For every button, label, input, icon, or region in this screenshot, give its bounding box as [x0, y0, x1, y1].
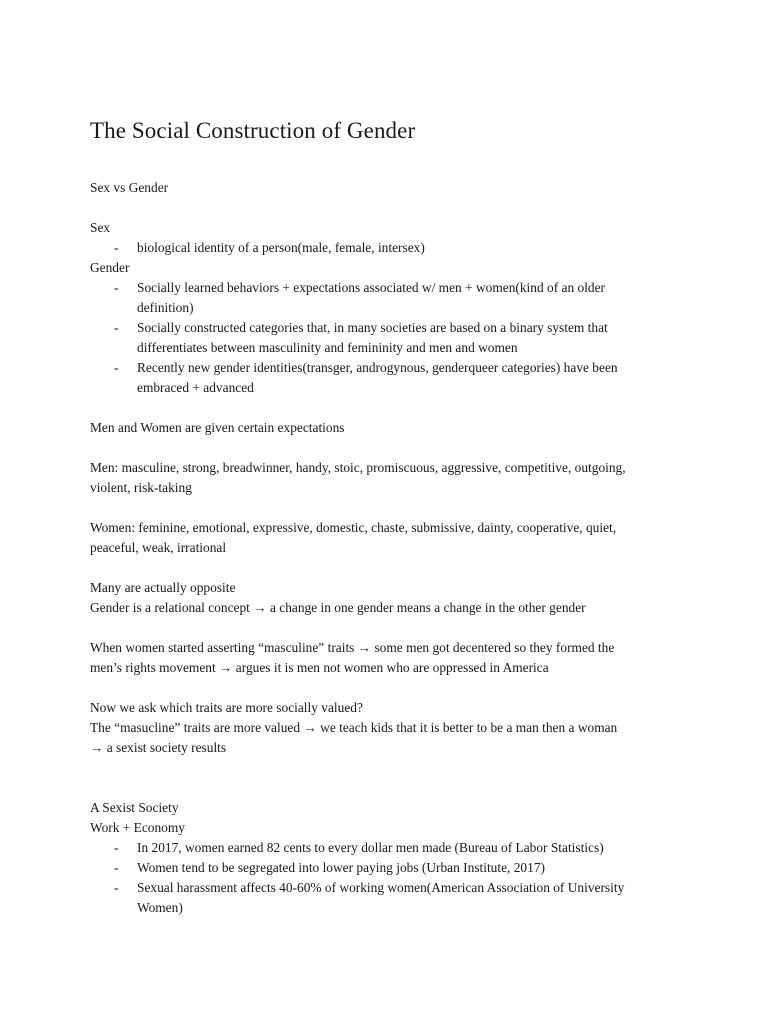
- list-item: - biological identity of a person(male, female, intersex): [90, 238, 690, 258]
- list-item: - Recently new gender identities(transger, androgynous, genderqueer categories) have been embraced + advanced: [90, 358, 690, 398]
- paragraph-ask: Now we ask which traits are more socially valued?: [90, 700, 363, 715]
- paragraph-men-traits: Men: masculine, strong, breadwinner, handy, stoic, promiscuous, aggressive, competitive, outgoing, violent, risk-taking: [90, 460, 626, 495]
- document-title: The Social Construction of Gender: [90, 118, 416, 143]
- paragraph-asserting: When women started asserting “masculine” traits → some men got decentered so they formed the men’s rights movement → argues it is men not women who are oppressed in America: [90, 640, 615, 675]
- document-body: [90, 178, 690, 918]
- list-item: - Women tend to be segregated into lower paying jobs (Urban Institute, 2017): [90, 858, 690, 878]
- paragraph-opposite: Many are actually opposite: [90, 580, 236, 595]
- heading-sexist-society: A Sexist Society: [90, 800, 179, 815]
- subheading-sex-vs-gender: Sex vs Gender: [90, 180, 169, 195]
- heading-sex: Sex: [90, 220, 111, 235]
- gender-list: [90, 278, 690, 398]
- sex-list: [90, 238, 690, 258]
- list-item: - In 2017, women earned 82 cents to every dollar men made (Bureau of Labor Statistics): [90, 838, 690, 858]
- paragraph-expectations: Men and Women are given certain expectations: [90, 420, 345, 435]
- list-item: - Socially constructed categories that, in many societies are based on a binary system that differentiates between masculinity and femininity and men and women: [90, 318, 690, 358]
- heading-work-economy: Work + Economy: [90, 820, 185, 835]
- list-item: - Socially learned behaviors + expectations associated w/ men + women(kind of an older definition): [90, 278, 690, 318]
- work-list: [90, 838, 690, 918]
- heading-gender: Gender: [90, 260, 130, 275]
- paragraph-women-traits: Women: feminine, emotional, expressive, domestic, chaste, submissive, dainty, cooperative, quiet, peaceful, weak, irrational: [90, 520, 617, 555]
- list-item: - Sexual harassment affects 40-60% of working women(American Association of University Women): [90, 878, 690, 918]
- paragraph-valued: The “masucline” traits are more valued → we teach kids that it is better to be a man then a woman → a sexist society results: [90, 720, 618, 755]
- paragraph-relational: Gender is a relational concept → a change in one gender means a change in the other gender: [90, 600, 586, 615]
